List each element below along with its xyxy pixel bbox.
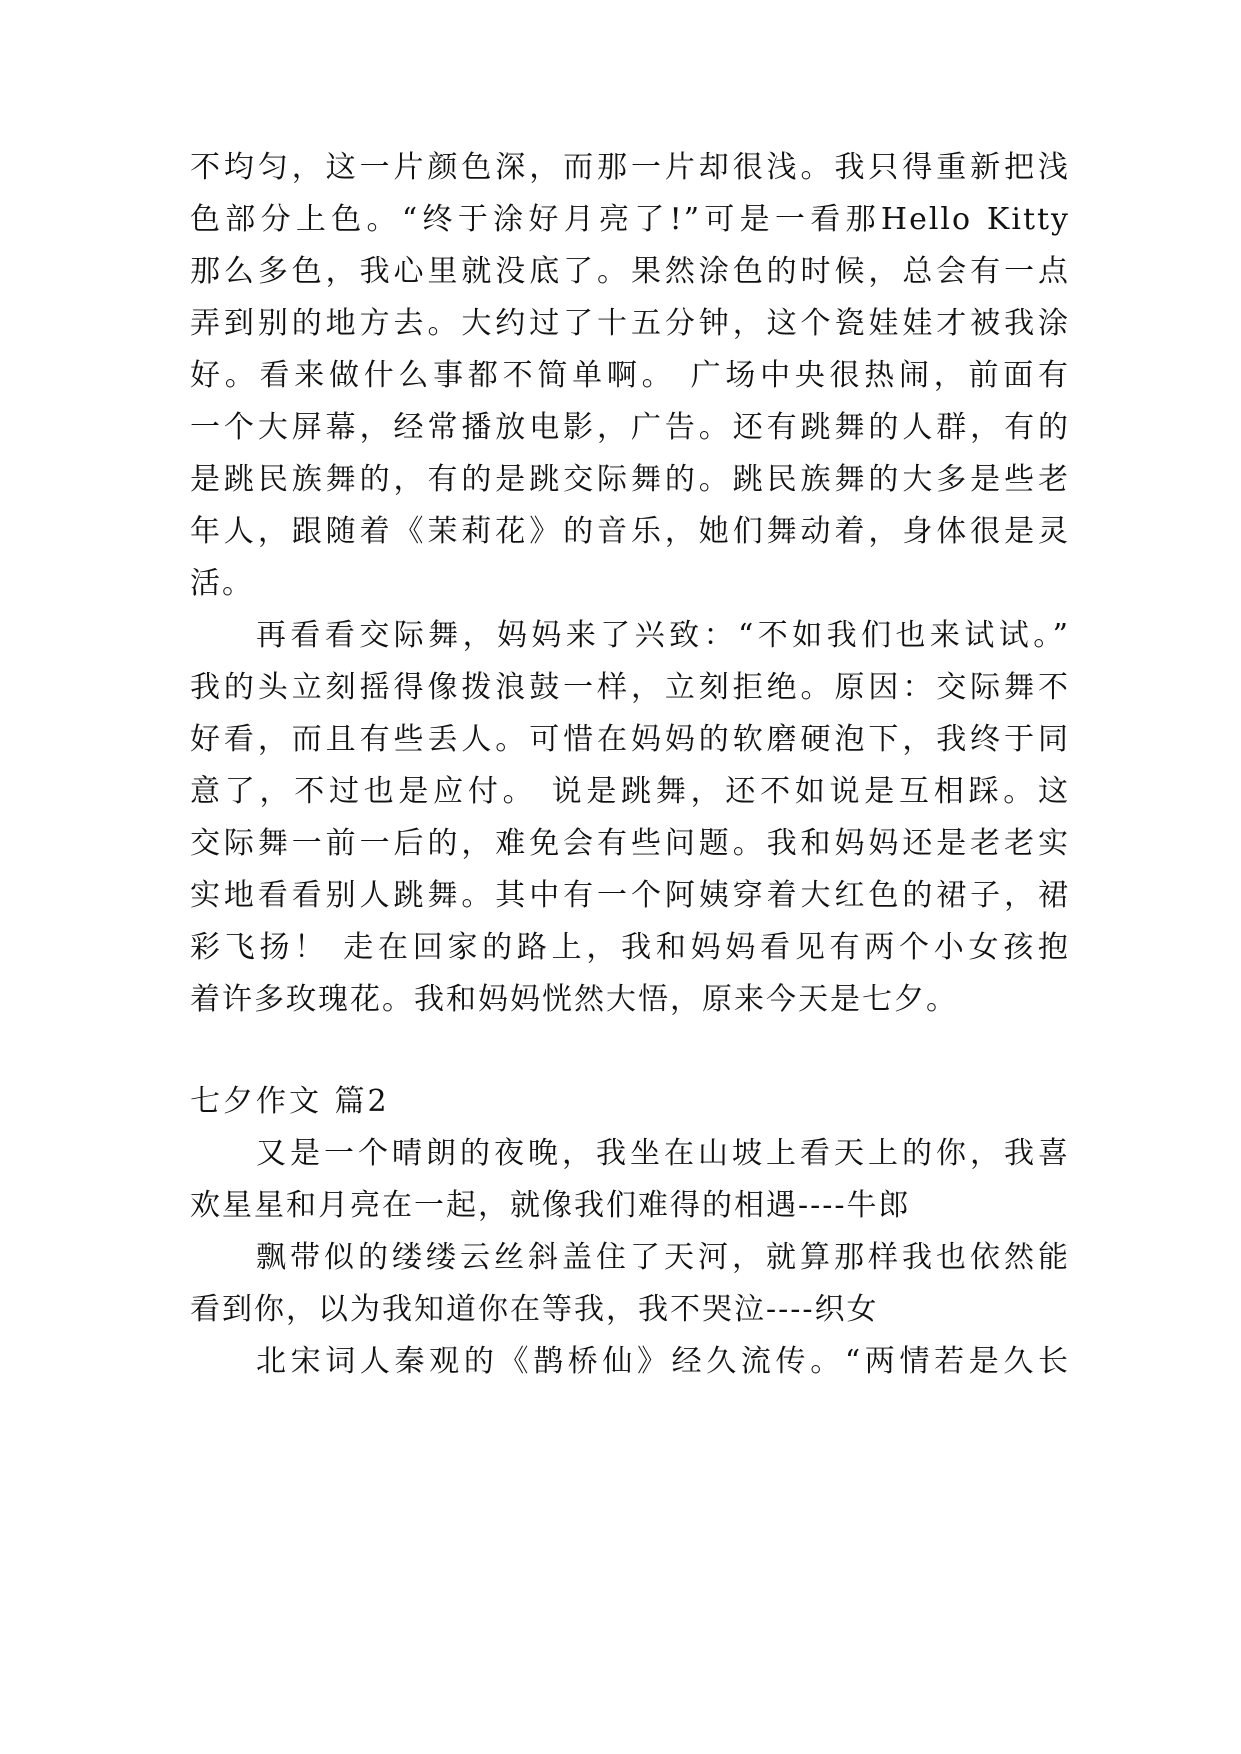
text-line: 着许多玫瑰花。我和妈妈恍然大悟，原来今天是七夕。 [190,982,958,1017]
text-line: 再看看交际舞，妈妈来了兴致：“不如我们也来试试。” [256,618,1070,653]
text-line: 又是一个晴朗的夜晚，我坐在山坡上看天上的你，我喜 [256,1136,1070,1171]
text-line: 意了，不过也是应付。 说是跳舞，还不如说是互相踩。这 [190,774,1070,809]
text-line: 那么多色，我心里就没底了。果然涂色的时候，总会有一点 [190,254,1070,289]
text-line: 实地看看别人跳舞。其中有一个阿姨穿着大红色的裙子，裙 [190,878,1070,913]
text-line: 看到你，以为我知道你在等我，我不哭泣----织女 [190,1292,879,1327]
text-line: 交际舞一前一后的，难免会有些问题。我和妈妈还是老老实 [190,826,1070,861]
text-line: 年人，跟随着《茉莉花》的音乐，她们舞动着，身体很是灵 [190,514,1070,549]
text-line: 好看，而且有些丢人。可惜在妈妈的软磨硬泡下，我终于同 [190,722,1070,757]
text-line: 我的头立刻摇得像拨浪鼓一样，立刻拒绝。原因：交际舞不 [190,670,1070,705]
text-line: 活。 [190,566,254,601]
text-line: 飘带似的缕缕云丝斜盖住了天河，就算那样我也依然能 [256,1240,1070,1275]
text-line: 弄到别的地方去。大约过了十五分钟，这个瓷娃娃才被我涂 [190,306,1070,341]
text-line: 一个大屏幕，经常播放电影，广告。还有跳舞的人群，有的 [190,410,1070,445]
text-line: 北宋词人秦观的《鹊桥仙》经久流传。“两情若是久长 [256,1344,1070,1379]
text-line: 彩飞扬！ 走在回家的路上，我和妈妈看见有两个小女孩抱 [190,930,1070,965]
text-line: 不均匀，这一片颜色深，而那一片却很浅。我只得重新把浅 [190,150,1070,185]
text-line: 欢星星和月亮在一起，就像我们难得的相遇----牛郎 [190,1188,911,1223]
section-heading: 七夕作文 篇2 [190,1084,390,1119]
text-line: 色部分上色。“终于涂好月亮了!”可是一看那Hello Kitty [190,202,1070,237]
text-line: 是跳民族舞的，有的是跳交际舞的。跳民族舞的大多是些老 [190,462,1070,497]
text-line: 好。看来做什么事都不简单啊。 广场中央很热闹，前面有 [190,358,1070,393]
